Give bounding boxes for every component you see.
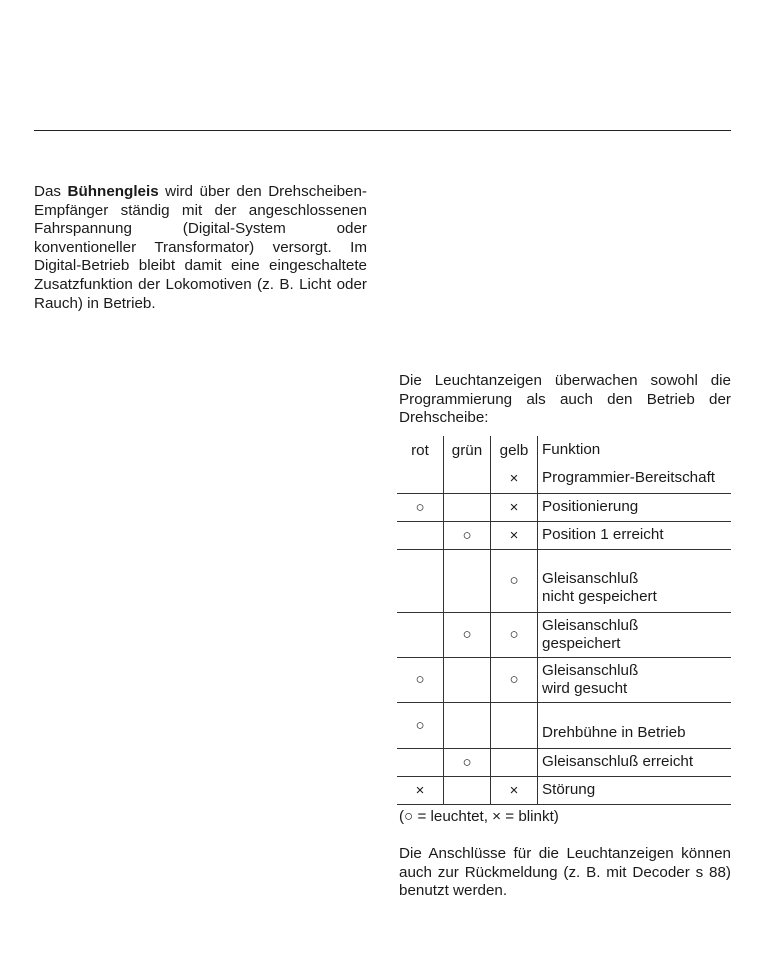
cell-rot xyxy=(397,521,444,549)
cell-gruen xyxy=(444,521,491,549)
cell-funktion xyxy=(538,549,732,612)
header-funktion: Funktion xyxy=(542,441,601,458)
table-row xyxy=(397,702,731,748)
cell-funktion xyxy=(538,521,732,549)
header-gruen: grün xyxy=(444,436,491,464)
table-row xyxy=(397,776,731,804)
cross-icon: × xyxy=(509,781,519,799)
circle-icon: ○ xyxy=(462,626,472,643)
cell-gruen xyxy=(444,612,491,657)
circle-icon: ○ xyxy=(415,498,425,516)
funktion-line: Drehbühne in Betrieb xyxy=(542,724,686,741)
cell-gelb xyxy=(491,657,538,702)
cell-gelb xyxy=(491,612,538,657)
cross-icon: × xyxy=(509,526,519,544)
cell-funktion xyxy=(538,748,732,776)
funktion-line: Gleisanschluß xyxy=(542,569,639,587)
cell-rot xyxy=(397,464,444,493)
circle-icon: ○ xyxy=(415,716,425,734)
table-header-row xyxy=(397,436,731,464)
funktion-line: Störung xyxy=(542,781,596,798)
header-rot: rot xyxy=(397,436,444,464)
cell-gruen xyxy=(444,493,491,521)
cell-gelb xyxy=(491,464,538,493)
table-row xyxy=(397,748,731,776)
circle-icon: ○ xyxy=(509,626,519,643)
connection-note-paragraph: Die Anschlüsse für die Leuchtanzeigen können auch zur Rückmeldung (z. B. mit Decoder s 88) benutzt werden. xyxy=(399,845,731,900)
intro-word: Das xyxy=(34,183,62,200)
circle-icon: ○ xyxy=(462,526,472,544)
funktion-line: wird gesucht xyxy=(542,679,628,697)
funktion-line: Gleisanschluß xyxy=(542,661,639,679)
cell-funktion xyxy=(538,657,732,702)
header-gelb: gelb xyxy=(491,436,538,464)
cell-gelb xyxy=(491,776,538,804)
cell-funktion xyxy=(538,702,732,748)
cell-funktion xyxy=(538,464,732,493)
funktion-line: Programmier-Bereitschaft xyxy=(542,469,716,487)
cell-funktion xyxy=(538,776,732,804)
table-row xyxy=(397,493,731,521)
cross-icon: × xyxy=(415,781,425,799)
bold-term: Bühnengleis xyxy=(67,183,159,200)
cell-gelb xyxy=(491,702,538,748)
cell-gruen xyxy=(444,549,491,612)
paragraph-body: wird über den Drehscheiben-Empfänger ständig mit der angeschlossenen Fahrspannung (Digital-System oder konventioneller Transformator) versorgt. Im Digital-Betrieb bleibt damit eine eingeschaltete Zusatzfunktion der Lokomotiven (z. B. Licht oder Rauch) in Betrieb. xyxy=(34,183,367,312)
led-intro-paragraph: Die Leuchtanzeigen überwachen sowohl die Programmierung als auch den Betrieb der Drehscheibe: xyxy=(399,372,731,427)
cell-gruen xyxy=(444,657,491,702)
circle-icon: ○ xyxy=(509,572,519,589)
table-row xyxy=(397,464,731,493)
led-status-table xyxy=(397,436,731,805)
cell-gelb xyxy=(491,549,538,612)
funktion-line: gespeichert xyxy=(542,634,621,652)
cell-gruen xyxy=(444,464,491,493)
funktion-line: Gleisanschluß xyxy=(542,616,639,634)
cell-rot xyxy=(397,776,444,804)
cell-rot xyxy=(397,549,444,612)
cell-rot xyxy=(397,657,444,702)
table-row xyxy=(397,657,731,702)
cell-funktion xyxy=(538,493,732,521)
buehnengleis-paragraph xyxy=(34,183,367,313)
cell-gruen xyxy=(444,702,491,748)
cell-rot xyxy=(397,748,444,776)
cell-rot xyxy=(397,702,444,748)
table-row xyxy=(397,549,731,612)
funktion-line: nicht gespeichert xyxy=(542,587,657,605)
funktion-line: Positionierung xyxy=(542,498,639,515)
funktion-line: Gleisanschluß erreicht xyxy=(542,753,694,770)
circle-icon: ○ xyxy=(462,753,472,771)
table-row xyxy=(397,612,731,657)
circle-icon: ○ xyxy=(509,671,519,688)
cell-gelb xyxy=(491,521,538,549)
cell-funktion xyxy=(538,612,732,657)
cell-gruen xyxy=(444,776,491,804)
cell-rot xyxy=(397,612,444,657)
cell-rot xyxy=(397,493,444,521)
cell-gelb xyxy=(491,748,538,776)
symbol-legend: (○ = leuchtet, × = blinkt) xyxy=(399,808,559,825)
header-rule xyxy=(34,130,731,131)
cell-gelb xyxy=(491,493,538,521)
circle-icon: ○ xyxy=(415,671,425,688)
funktion-line: Position 1 erreicht xyxy=(542,526,664,543)
cross-icon: × xyxy=(509,469,519,487)
table-row xyxy=(397,521,731,549)
cell-gruen xyxy=(444,748,491,776)
cross-icon: × xyxy=(509,498,519,516)
